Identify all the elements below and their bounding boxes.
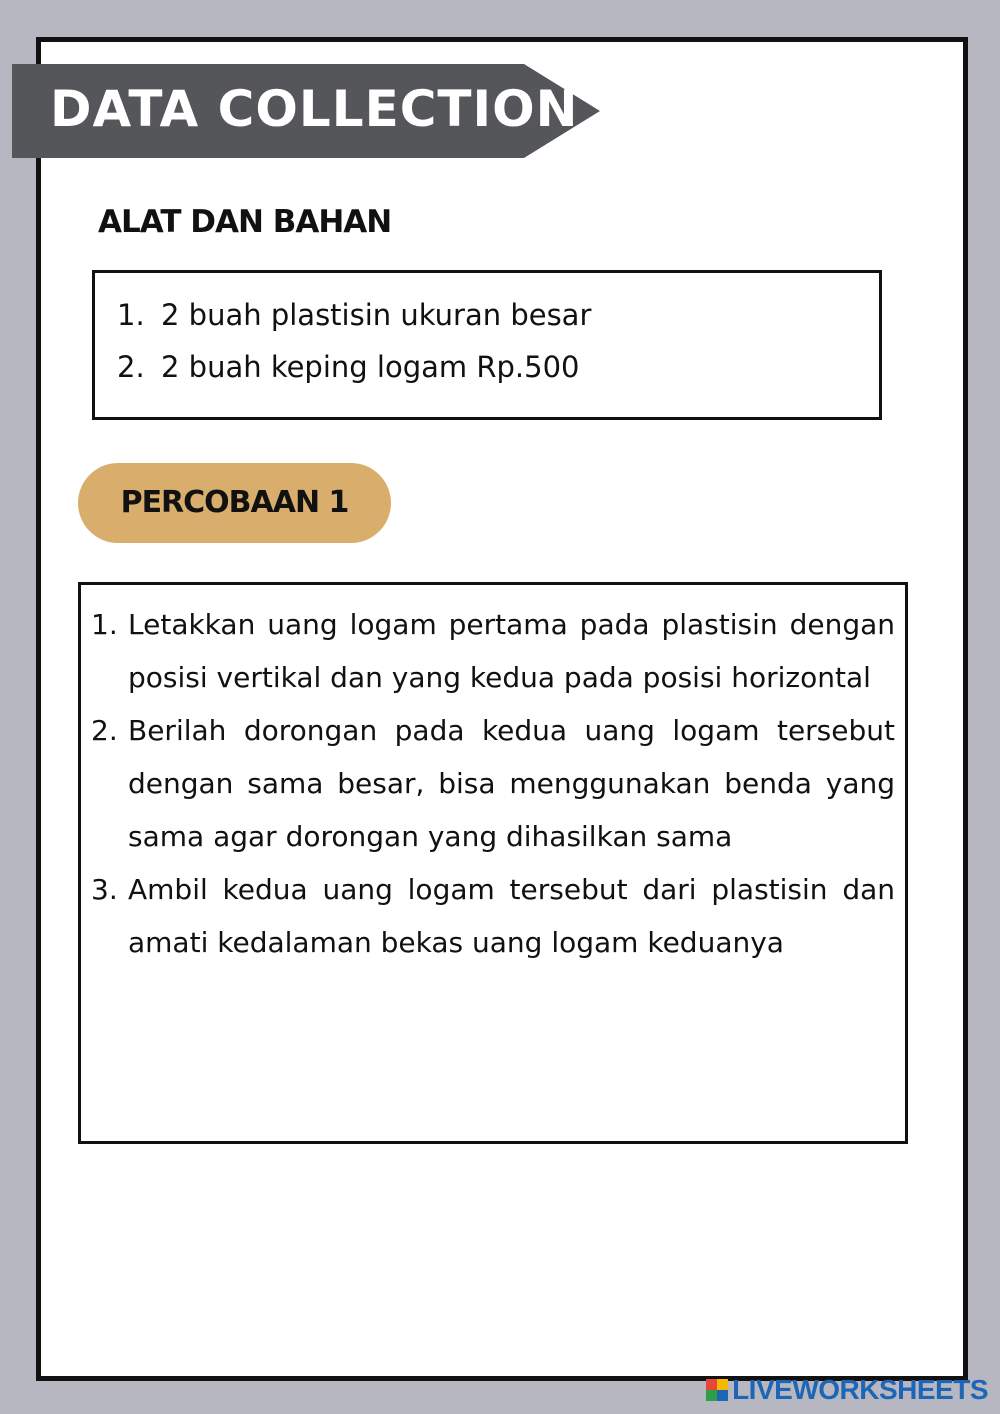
step-item (91, 598, 895, 704)
list-item-number: 1. (117, 298, 145, 332)
list-item-text: 2 buah keping logam Rp.500 (161, 350, 580, 384)
logo-square-icon (717, 1379, 728, 1390)
step-text: Berilah dorongan pada kedua uang logam tersebut dengan sama besar, bisa menggunakan benda yang sama agar dorongan yang dihasilkan sama (128, 714, 895, 853)
steps-box (78, 582, 908, 1144)
watermark-text: LIVEWORKSHEETS (732, 1374, 988, 1405)
experiment-label-pill (78, 463, 391, 543)
logo-square-icon (706, 1390, 717, 1401)
list-item-text: 2 buah plastisin ukuran besar (161, 298, 592, 332)
materials-box (92, 270, 882, 420)
logo-square-icon (717, 1390, 728, 1401)
step-number: 3. (91, 873, 118, 906)
step-number: 2. (91, 714, 118, 747)
materials-list (117, 289, 591, 393)
page-title: DATA COLLECTION (50, 80, 579, 138)
step-text: Ambil kedua uang logam tersebut dari plastisin dan amati kedalaman bekas uang logam keduanya (128, 873, 895, 959)
step-item (91, 704, 895, 863)
step-item (91, 863, 895, 969)
steps-list (91, 598, 895, 969)
list-item-number: 2. (117, 350, 145, 384)
step-number: 1. (91, 608, 118, 641)
step-text: Letakkan uang logam pertama pada plastisin dengan posisi vertikal dan yang kedua pada posisi horizontal (128, 608, 895, 694)
logo-square-icon (706, 1379, 717, 1390)
list-item (117, 289, 591, 341)
list-item (117, 341, 591, 393)
liveworksheets-watermark (706, 1372, 988, 1408)
materials-heading: ALAT DAN BAHAN (98, 204, 392, 240)
liveworksheets-logo-icon (706, 1379, 728, 1401)
experiment-label: PERCOBAAN 1 (120, 485, 349, 520)
